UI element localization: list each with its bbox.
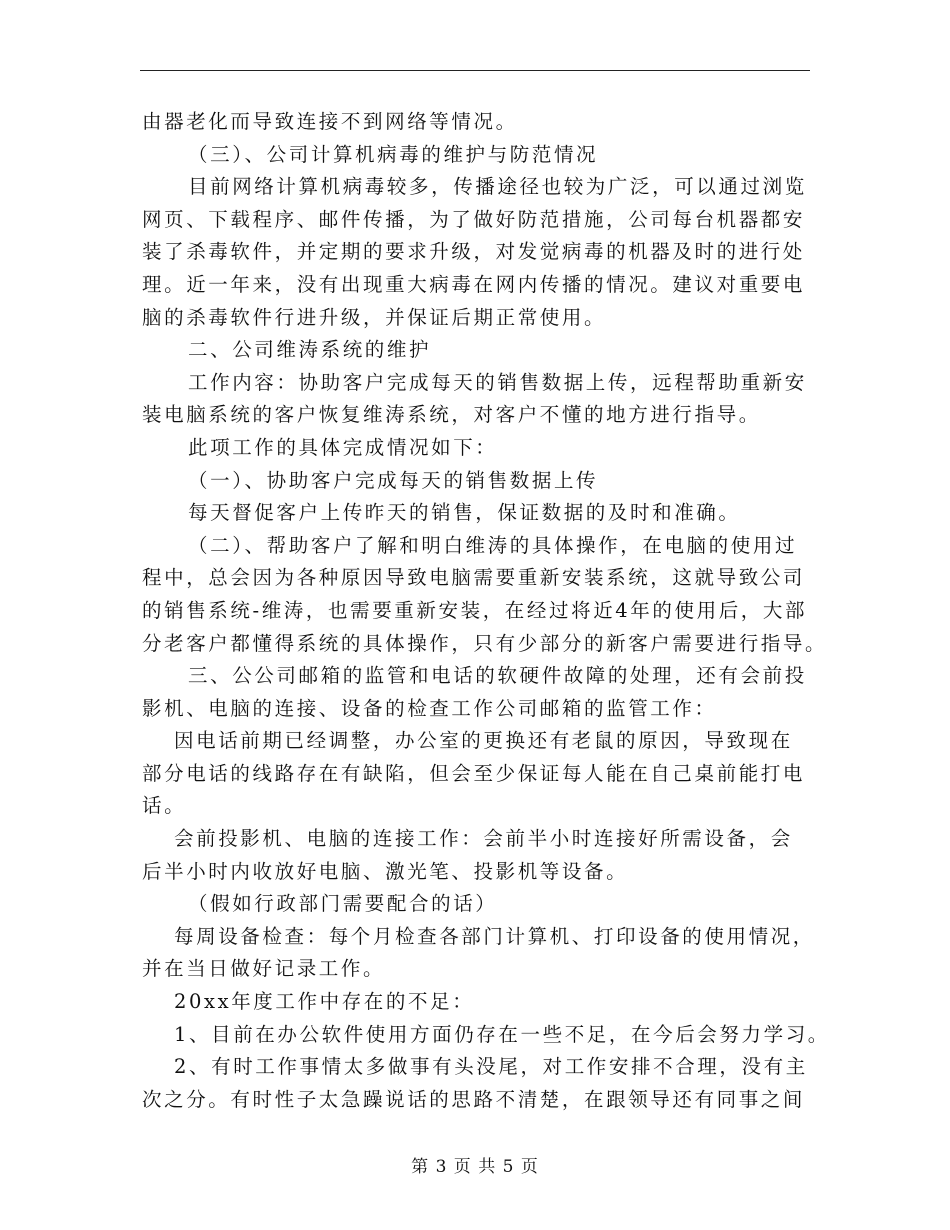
paragraph-line: 装了杀毒软件，并定期的要求升级，对发觉病毒的机器及时的进行处 bbox=[142, 240, 806, 264]
paragraph-line: 次之分。有时性子太急躁说话的思路不清楚，在跟领导还有同事之间 bbox=[142, 1087, 806, 1111]
header-rule bbox=[140, 70, 810, 71]
paragraph-line: 每天督促客户上传昨天的销售，保证数据的及时和准确。 bbox=[188, 501, 741, 525]
paragraph-line: 工作内容：协助客户完成每天的销售数据上传，远程帮助重新安 bbox=[188, 370, 807, 394]
paragraph-line: 此项工作的具体完成情况如下： bbox=[188, 435, 498, 459]
paragraph-line: 脑的杀毒软件行进升级，并保证后期正常使用。 bbox=[142, 305, 607, 329]
paragraph-line: 影机、电脑的连接、设备的检查工作公司邮箱的监管工作： bbox=[142, 696, 717, 720]
paragraph-line: 并在当日做好记录工作。 bbox=[142, 957, 386, 981]
paragraph-line: 理。近一年来，没有出现重大病毒在网内传播的情况。建议对重要电 bbox=[142, 272, 806, 296]
paragraph-line: 部分电话的线路存在有缺陷，但会至少保证每人能在自己桌前能打电 bbox=[142, 761, 806, 785]
section-heading: 20xx年度工作中存在的不足： bbox=[174, 990, 475, 1014]
paragraph-line: 的销售系统-维涛，也需要重新安装，在经过将近4年的使用后，大部 bbox=[142, 598, 808, 622]
paragraph-line: 程中，总会因为各种原因导致电脑需要重新安装系统，这就导致公司 bbox=[142, 566, 806, 590]
paragraph-line: 网页、下载程序、邮件传播，为了做好防范措施，公司每台机器都安 bbox=[142, 207, 806, 231]
document-body bbox=[142, 106, 830, 1116]
list-item: 1、目前在办公软件使用方面仍存在一些不足，在今后会努力学习。 bbox=[174, 1022, 830, 1046]
section-heading: （二）、帮助客户了解和明白维涛的具体操作，在电脑的使用过 bbox=[188, 533, 798, 557]
text-line: 由器老化而导致连接不到网络等情况。 bbox=[142, 110, 518, 133]
section-heading: 三、公公司邮箱的监管和电话的软硬件故障的处理，还有会前投 bbox=[188, 664, 807, 688]
list-item: 2、有时工作事情太多做事有头没尾，对工作安排不合理，没有主 bbox=[174, 1055, 808, 1079]
paragraph-line: 每周设备检查：每个月检查各部门计算机、打印设备的使用情况， bbox=[174, 924, 815, 948]
section-heading: （一）、协助客户完成每天的销售数据上传 bbox=[188, 468, 599, 492]
paragraph-line: （假如行政部门需要配合的话） bbox=[188, 892, 498, 916]
section-heading: （三）、公司计算机病毒的维护与防范情况 bbox=[188, 142, 599, 166]
paragraph-line: 会前投影机、电脑的连接工作：会前半小时连接好所需设备，会 bbox=[174, 827, 793, 851]
paragraph-line: 后半小时内收放好电脑、激光笔、投影机等设备。 bbox=[142, 859, 629, 883]
page-number: 第 3 页 共 5 页 bbox=[411, 1157, 539, 1177]
paragraph-line: 目前网络计算机病毒较多，传播途径也较为广泛，可以通过浏览 bbox=[188, 175, 807, 199]
paragraph-line: 装电脑系统的客户恢复维涛系统，对客户不懂的地方进行指导。 bbox=[142, 403, 761, 427]
paragraph-line: 话。 bbox=[142, 794, 187, 818]
section-heading: 二、公司维涛系统的维护 bbox=[188, 338, 432, 362]
paragraph-line: 分老客户都懂得系统的具体操作，只有少部分的新客户需要进行指导。 bbox=[142, 631, 828, 655]
paragraph-line: 因电话前期已经调整，办公室的更换还有老鼠的原因，导致现在 bbox=[174, 729, 793, 753]
